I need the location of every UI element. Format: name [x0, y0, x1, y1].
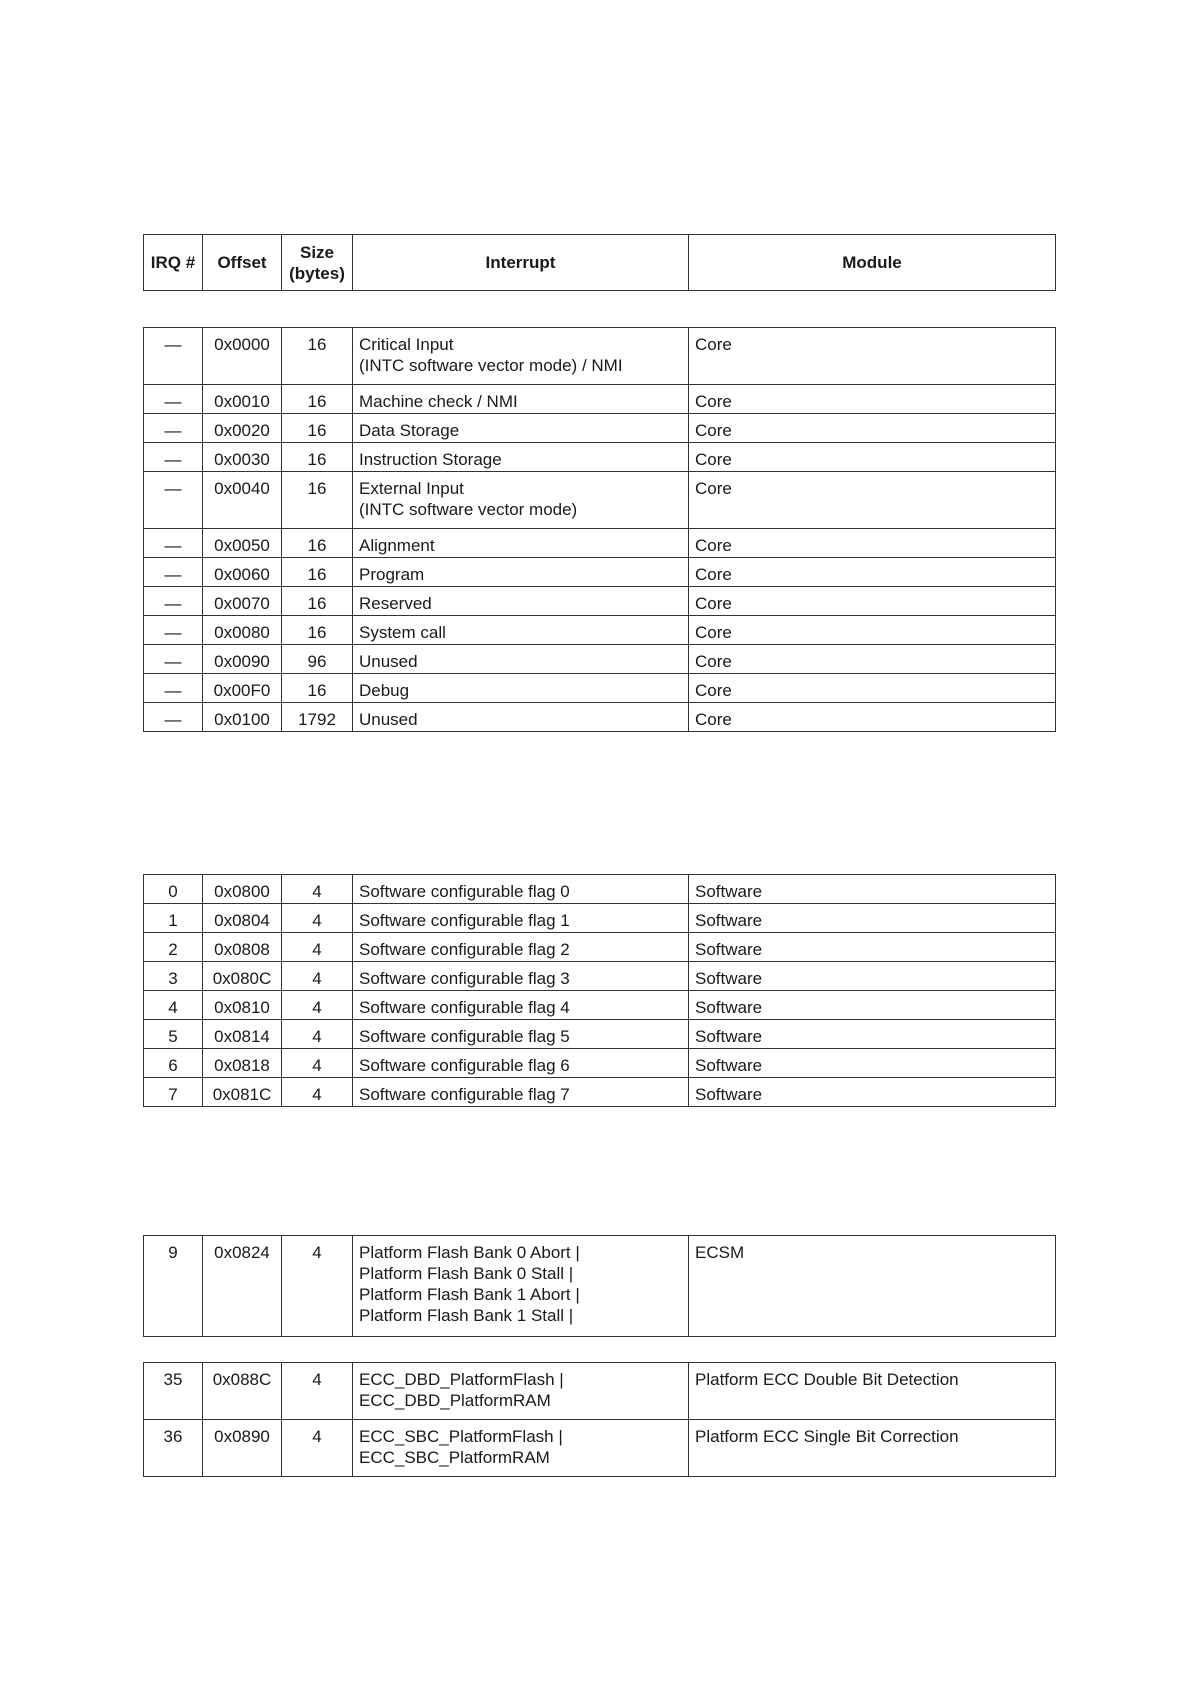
interrupt-line: Software configurable flag 2 — [359, 940, 570, 959]
interrupt-cell — [353, 1236, 689, 1337]
size-cell: 4 — [282, 1049, 353, 1078]
module-cell: Software — [689, 1049, 1056, 1078]
size-cell: 4 — [282, 1420, 353, 1477]
offset-cell: 0x0090 — [203, 645, 282, 674]
irq-cell: — — [144, 587, 203, 616]
offset-cell: 0x0080 — [203, 616, 282, 645]
table-row — [144, 1363, 1056, 1420]
header-size — [282, 235, 353, 291]
irq-cell: — — [144, 645, 203, 674]
irq-cell: — — [144, 328, 203, 385]
size-cell: 16 — [282, 587, 353, 616]
interrupt-line: Instruction Storage — [359, 450, 502, 469]
table-row — [144, 1236, 1056, 1337]
module-cell: Core — [689, 414, 1056, 443]
interrupt-cell — [353, 587, 689, 616]
size-cell: 96 — [282, 645, 353, 674]
offset-cell: 0x0800 — [203, 875, 282, 904]
interrupt-line: Platform Flash Bank 1 Stall | — [359, 1306, 574, 1325]
header-irq: IRQ # — [144, 235, 203, 291]
table-row — [144, 529, 1056, 558]
size-cell: 1792 — [282, 703, 353, 732]
irq-cell: 1 — [144, 904, 203, 933]
module-cell: Core — [689, 587, 1056, 616]
interrupt-line: Platform Flash Bank 0 Stall | — [359, 1264, 574, 1283]
module-cell: Software — [689, 1020, 1056, 1049]
irq-cell: — — [144, 385, 203, 414]
table-row — [144, 587, 1056, 616]
irq-cell: — — [144, 616, 203, 645]
offset-cell: 0x00F0 — [203, 674, 282, 703]
table-ecsm — [143, 1235, 1056, 1337]
table-row — [144, 616, 1056, 645]
interrupt-cell — [353, 904, 689, 933]
interrupt-line: Platform Flash Bank 1 Abort | — [359, 1285, 580, 1304]
table-header — [143, 234, 1056, 291]
interrupt-line: Machine check / NMI — [359, 392, 518, 411]
irq-cell: — — [144, 703, 203, 732]
offset-cell: 0x0060 — [203, 558, 282, 587]
offset-cell: 0x0010 — [203, 385, 282, 414]
irq-cell: 35 — [144, 1363, 203, 1420]
module-cell: Core — [689, 328, 1056, 385]
irq-cell: 4 — [144, 991, 203, 1020]
offset-cell: 0x0810 — [203, 991, 282, 1020]
interrupt-cell — [353, 385, 689, 414]
size-cell: 4 — [282, 1236, 353, 1337]
interrupt-cell — [353, 1363, 689, 1420]
interrupt-line: Software configurable flag 0 — [359, 882, 570, 901]
interrupt-line: Software configurable flag 5 — [359, 1027, 570, 1046]
table-row — [144, 385, 1056, 414]
table-row — [144, 645, 1056, 674]
interrupt-line: Critical Input — [359, 335, 454, 354]
size-cell: 4 — [282, 1363, 353, 1420]
table-row — [144, 933, 1056, 962]
interrupt-line: System call — [359, 623, 446, 642]
irq-cell: 9 — [144, 1236, 203, 1337]
module-cell: Core — [689, 674, 1056, 703]
interrupt-line: Software configurable flag 4 — [359, 998, 570, 1017]
irq-cell: 36 — [144, 1420, 203, 1477]
header-row — [144, 235, 1056, 291]
offset-cell: 0x0824 — [203, 1236, 282, 1337]
interrupt-cell — [353, 529, 689, 558]
module-cell: Core — [689, 529, 1056, 558]
irq-cell: — — [144, 443, 203, 472]
size-cell: 4 — [282, 933, 353, 962]
size-cell: 16 — [282, 443, 353, 472]
size-cell: 16 — [282, 385, 353, 414]
irq-cell: — — [144, 529, 203, 558]
interrupt-cell — [353, 443, 689, 472]
module-cell: ECSM — [689, 1236, 1056, 1337]
table-row — [144, 703, 1056, 732]
module-cell: Core — [689, 443, 1056, 472]
header-size-line2: (bytes) — [289, 263, 345, 283]
interrupt-line: ECC_SBC_PlatformRAM — [359, 1448, 550, 1467]
module-cell: Platform ECC Double Bit Detection — [689, 1363, 1056, 1420]
interrupt-cell — [353, 1049, 689, 1078]
header-interrupt: Interrupt — [353, 235, 689, 291]
table-row — [144, 1020, 1056, 1049]
table-ecc — [143, 1362, 1056, 1477]
interrupt-cell — [353, 703, 689, 732]
module-cell: Software — [689, 875, 1056, 904]
module-cell: Software — [689, 962, 1056, 991]
size-cell: 16 — [282, 616, 353, 645]
interrupt-line: Software configurable flag 3 — [359, 969, 570, 988]
table-row — [144, 414, 1056, 443]
interrupt-cell — [353, 1078, 689, 1107]
module-cell: Core — [689, 616, 1056, 645]
module-cell: Core — [689, 645, 1056, 674]
irq-cell: — — [144, 472, 203, 529]
interrupt-cell — [353, 328, 689, 385]
size-cell: 4 — [282, 904, 353, 933]
offset-cell: 0x0020 — [203, 414, 282, 443]
offset-cell: 0x0890 — [203, 1420, 282, 1477]
offset-cell: 0x088C — [203, 1363, 282, 1420]
interrupt-cell — [353, 933, 689, 962]
interrupt-line: Unused — [359, 652, 418, 671]
interrupt-line: Platform Flash Bank 0 Abort | — [359, 1243, 580, 1262]
interrupt-line: Alignment — [359, 536, 435, 555]
interrupt-cell — [353, 875, 689, 904]
module-cell: Core — [689, 385, 1056, 414]
interrupt-cell — [353, 962, 689, 991]
irq-cell: 3 — [144, 962, 203, 991]
interrupt-cell — [353, 1420, 689, 1477]
offset-cell: 0x0814 — [203, 1020, 282, 1049]
table-row — [144, 1078, 1056, 1107]
size-cell: 16 — [282, 674, 353, 703]
size-cell: 16 — [282, 558, 353, 587]
irq-cell: — — [144, 414, 203, 443]
offset-cell: 0x0100 — [203, 703, 282, 732]
size-cell: 16 — [282, 472, 353, 529]
size-cell: 16 — [282, 529, 353, 558]
interrupt-cell — [353, 616, 689, 645]
interrupt-line: (INTC software vector mode) / NMI — [359, 356, 623, 375]
offset-cell: 0x0040 — [203, 472, 282, 529]
interrupt-line: Reserved — [359, 594, 432, 613]
offset-cell: 0x0818 — [203, 1049, 282, 1078]
irq-cell: — — [144, 558, 203, 587]
interrupt-cell — [353, 558, 689, 587]
offset-cell: 0x080C — [203, 962, 282, 991]
offset-cell: 0x0808 — [203, 933, 282, 962]
offset-cell: 0x0000 — [203, 328, 282, 385]
irq-cell: 7 — [144, 1078, 203, 1107]
module-cell: Software — [689, 904, 1056, 933]
irq-cell: 2 — [144, 933, 203, 962]
size-cell: 4 — [282, 962, 353, 991]
offset-cell: 0x081C — [203, 1078, 282, 1107]
table-row — [144, 472, 1056, 529]
size-cell: 4 — [282, 875, 353, 904]
interrupt-line: Software configurable flag 6 — [359, 1056, 570, 1075]
interrupt-line: Program — [359, 565, 425, 584]
table-row — [144, 875, 1056, 904]
size-cell: 4 — [282, 1020, 353, 1049]
size-cell: 16 — [282, 414, 353, 443]
header-offset: Offset — [203, 235, 282, 291]
interrupt-cell — [353, 674, 689, 703]
irq-cell: 5 — [144, 1020, 203, 1049]
module-cell: Software — [689, 933, 1056, 962]
module-cell: Software — [689, 991, 1056, 1020]
interrupt-line: Unused — [359, 710, 418, 729]
interrupt-line: ECC_DBD_PlatformRAM — [359, 1391, 551, 1410]
table-row — [144, 328, 1056, 385]
offset-cell: 0x0030 — [203, 443, 282, 472]
interrupt-cell — [353, 645, 689, 674]
size-cell: 4 — [282, 991, 353, 1020]
header-size-line1: Size — [299, 242, 335, 262]
interrupt-line: External Input — [359, 479, 464, 498]
table-row — [144, 674, 1056, 703]
interrupt-line: ECC_SBC_PlatformFlash | — [359, 1427, 563, 1446]
offset-cell: 0x0050 — [203, 529, 282, 558]
table-row — [144, 991, 1056, 1020]
table-row — [144, 962, 1056, 991]
offset-cell: 0x0804 — [203, 904, 282, 933]
size-cell: 4 — [282, 1078, 353, 1107]
interrupt-line: Software configurable flag 1 — [359, 911, 570, 930]
interrupt-cell — [353, 991, 689, 1020]
table-row — [144, 904, 1056, 933]
interrupt-cell — [353, 414, 689, 443]
interrupt-line: (INTC software vector mode) — [359, 500, 578, 519]
table-row — [144, 1049, 1056, 1078]
interrupt-line: ECC_DBD_PlatformFlash | — [359, 1370, 564, 1389]
module-cell: Platform ECC Single Bit Correction — [689, 1420, 1056, 1477]
interrupt-line: Debug — [359, 681, 410, 700]
header-module: Module — [689, 235, 1056, 291]
interrupt-line: Data Storage — [359, 421, 460, 440]
irq-cell: — — [144, 674, 203, 703]
offset-cell: 0x0070 — [203, 587, 282, 616]
module-cell: Core — [689, 703, 1056, 732]
module-cell: Core — [689, 472, 1056, 529]
interrupt-line: Software configurable flag 7 — [359, 1085, 570, 1104]
table-row — [144, 1420, 1056, 1477]
irq-cell: 0 — [144, 875, 203, 904]
irq-cell: 6 — [144, 1049, 203, 1078]
table-row — [144, 558, 1056, 587]
table-core-exceptions — [143, 327, 1056, 732]
module-cell: Core — [689, 558, 1056, 587]
table-row — [144, 443, 1056, 472]
module-cell: Software — [689, 1078, 1056, 1107]
interrupt-cell — [353, 1020, 689, 1049]
size-cell: 16 — [282, 328, 353, 385]
interrupt-cell — [353, 472, 689, 529]
table-software-flags — [143, 874, 1056, 1107]
